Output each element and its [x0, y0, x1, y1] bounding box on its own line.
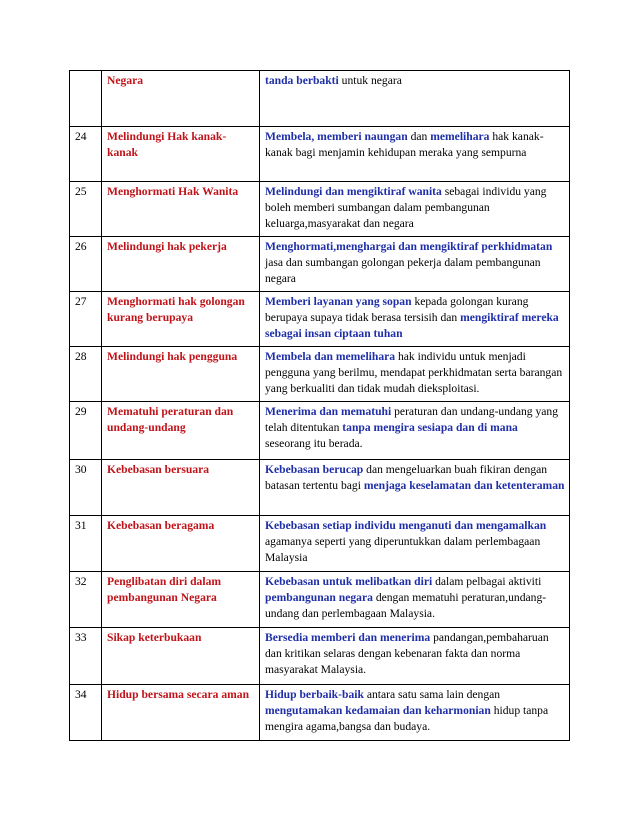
keyword-highlight: Menghormati,menghargai dan mengiktiraf perkhidmatan [265, 240, 553, 253]
row-number: 33 [70, 628, 102, 685]
description-text: untuk negara [338, 74, 402, 87]
row-number: 26 [70, 237, 102, 292]
keyword-highlight: Memberi layanan yang sopan [265, 295, 412, 308]
description-text: dengan mematuhi peraturan,undang-undang dan perlembagaan Malaysia. [265, 591, 547, 620]
row-number: 34 [70, 685, 102, 741]
value-name: Menghormati hak golongan kurang berupaya [102, 292, 260, 347]
keyword-highlight: mengiktiraf mereka sebagai insan ciptaan tuhan [265, 311, 559, 340]
value-name: Sikap keterbukaan [102, 628, 260, 685]
description-text: hak kanak-kanak bagi menjamin kehidupan meraka yang sempurna [265, 130, 544, 159]
value-name: Negara [102, 71, 260, 127]
keyword-highlight: pembangunan negara [265, 591, 373, 604]
keyword-highlight: Membela dan memelihara [265, 350, 396, 363]
keyword-highlight: Menerima dan mematuhi [265, 405, 392, 418]
description-text: dalam pelbagai aktiviti [432, 575, 542, 588]
description-text: jasa dan sumbangan golongan pekerja dalam pembangunan negara [265, 256, 541, 285]
row-number [70, 71, 102, 127]
table-row [70, 347, 570, 402]
value-description [260, 516, 570, 572]
description-text: hak individu untuk menjadi pengguna yang berilmu, mendapat perkhidmatan serta barangan yang berkualiti dan tidak mudah dieksploitasi. [265, 350, 563, 395]
row-number: 28 [70, 347, 102, 402]
keyword-highlight: Kebebasan setiap individu menganuti dan mengamalkan [265, 519, 547, 532]
value-description [260, 71, 570, 127]
keyword-highlight: menjaga keselamatan dan ketenteraman [363, 479, 565, 492]
keyword-highlight: memelihara [430, 130, 490, 143]
value-description [260, 237, 570, 292]
description-text: dan mengeluarkan buah fikiran dengan batasan tertentu bagi [265, 463, 548, 492]
keyword-highlight: Bersedia memberi dan menerima [265, 631, 431, 644]
description-text: dan [407, 130, 431, 143]
description-text: pandangan,pembaharuan dan kritikan selaras dengan kebenaran fakta dan norma masyarakat Malaysia. [265, 631, 549, 676]
description-text: sebagai individu yang boleh memberi sumbangan dalam pembangunan keluarga,masyarakat dan negara [265, 185, 547, 230]
description-text: antara satu sama lain dengan [363, 688, 501, 701]
table-row [70, 628, 570, 685]
value-description [260, 292, 570, 347]
value-name: Melindungi Hak kanak-kanak [102, 127, 260, 182]
keyword-highlight: mengutamakan kedamaian dan keharmonian [265, 704, 491, 717]
table-row [70, 127, 570, 182]
keyword-highlight: Membela, memberi naungan [265, 130, 408, 143]
keyword-highlight: Hidup berbaik-baik [265, 688, 364, 701]
description-text: peraturan dan undang-undang yang telah ditentukan [265, 405, 558, 434]
row-number: 29 [70, 402, 102, 460]
description-text: seseorang itu berada. [265, 437, 363, 450]
description-text: hidup tanpa mengira agama,bangsa dan budaya. [265, 704, 549, 733]
keyword-highlight: tanda berbakti [265, 74, 339, 87]
values-table-body [70, 71, 570, 741]
value-description [260, 182, 570, 237]
row-number: 24 [70, 127, 102, 182]
table-row [70, 292, 570, 347]
table-row [70, 460, 570, 516]
row-number: 32 [70, 572, 102, 628]
value-description [260, 460, 570, 516]
value-name: Menghormati Hak Wanita [102, 182, 260, 237]
value-name: Melindungi hak pengguna [102, 347, 260, 402]
value-name: Penglibatan diri dalam pembangunan Negara [102, 572, 260, 628]
value-description [260, 347, 570, 402]
table-row [70, 516, 570, 572]
row-number: 25 [70, 182, 102, 237]
keyword-highlight: Melindungi dan mengiktiraf wanita [265, 185, 442, 198]
table-row [70, 572, 570, 628]
table-row [70, 237, 570, 292]
table-row [70, 402, 570, 460]
value-name: Melindungi hak pekerja [102, 237, 260, 292]
keyword-highlight: tanpa mengira sesiapa dan di mana [342, 421, 518, 434]
row-number: 31 [70, 516, 102, 572]
value-name: Kebebasan beragama [102, 516, 260, 572]
table-row [70, 685, 570, 741]
row-number: 30 [70, 460, 102, 516]
values-table [69, 70, 570, 741]
value-name: Mematuhi peraturan dan undang-undang [102, 402, 260, 460]
value-name: Hidup bersama secara aman [102, 685, 260, 741]
value-name: Kebebasan bersuara [102, 460, 260, 516]
value-description [260, 572, 570, 628]
table-row [70, 182, 570, 237]
keyword-highlight: Kebebasan untuk melibatkan diri [265, 575, 433, 588]
value-description [260, 402, 570, 460]
description-text: agamanya seperti yang diperuntukkan dalam perlembagaan Malaysia [265, 535, 541, 564]
row-number: 27 [70, 292, 102, 347]
table-row [70, 71, 570, 127]
value-description [260, 127, 570, 182]
keyword-highlight: Kebebasan berucap [265, 463, 364, 476]
value-description [260, 685, 570, 741]
description-text: kepada golongan kurang berupaya supaya tidak berasa tersisih dan [265, 295, 529, 324]
value-description [260, 628, 570, 685]
